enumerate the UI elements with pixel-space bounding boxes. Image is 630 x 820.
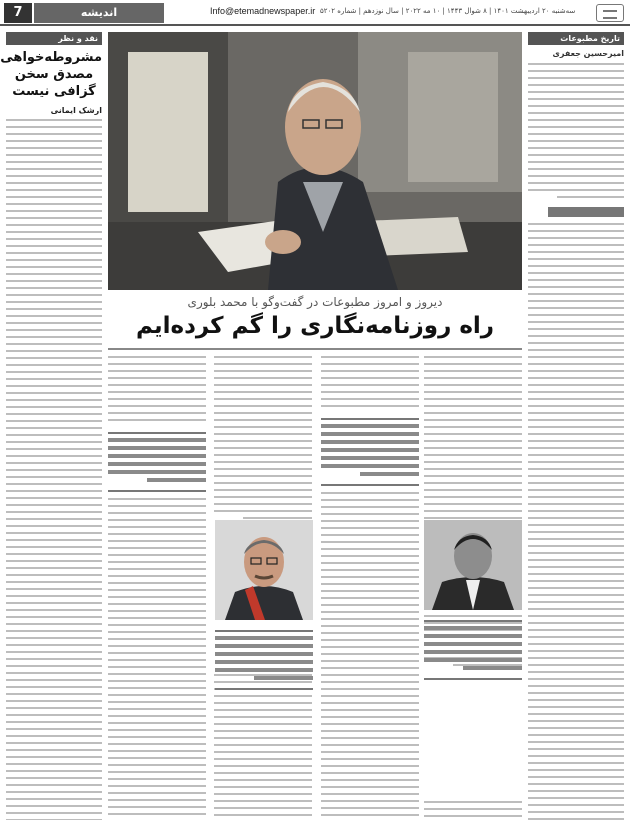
main-photo (108, 32, 522, 290)
pull-quote-2 (108, 432, 206, 492)
right-column-bar: تاریخ مطبوعات (528, 32, 624, 45)
headline-divider (108, 348, 522, 350)
issue-date: سه‌شنبه ۲۰ اردیبهشت ۱۴۰۱ | ۸ شوال ۱۴۴۳ | ۱۰ مه ۲۰۲۲ | سال نوزدهم | شماره ۵۲۰۲ (320, 7, 576, 15)
section-title: اندیشه (34, 3, 164, 23)
inset-caption-1 (215, 624, 313, 696)
inset-photo-portrait-2 (424, 520, 522, 610)
inset-photo-portrait-1 (215, 520, 313, 620)
left-column-author: ارشک ایمانی (50, 106, 102, 115)
contact-email[interactable]: Info@etemadnewspaper.ir (210, 6, 316, 16)
article-headline: راه روزنامه‌نگاری را گم کرده‌ایم (135, 313, 495, 339)
article-column-2 (321, 356, 419, 816)
newspaper-logo-icon (596, 4, 624, 22)
right-column-byline: امیرحسین جعفری (552, 49, 624, 58)
left-column-bar: نقد و نظر (6, 32, 102, 45)
right-column-text (528, 63, 624, 203)
inset-caption-2 (424, 614, 522, 686)
left-column-title: مشروطه‌خواهی مصدق سخن گزافی نیست (0, 50, 102, 99)
left-column-text (6, 119, 102, 820)
right-subheading (548, 207, 624, 217)
page-number: 7 (4, 3, 32, 23)
left-column (0, 32, 102, 816)
page-header (0, 0, 630, 26)
article-kicker: دیروز و امروز مطبوعات در گفت‌وگو با محمد بلوری (187, 295, 443, 309)
right-column (528, 32, 624, 816)
article-column-4 (108, 356, 206, 816)
pull-quote-1 (321, 418, 419, 486)
